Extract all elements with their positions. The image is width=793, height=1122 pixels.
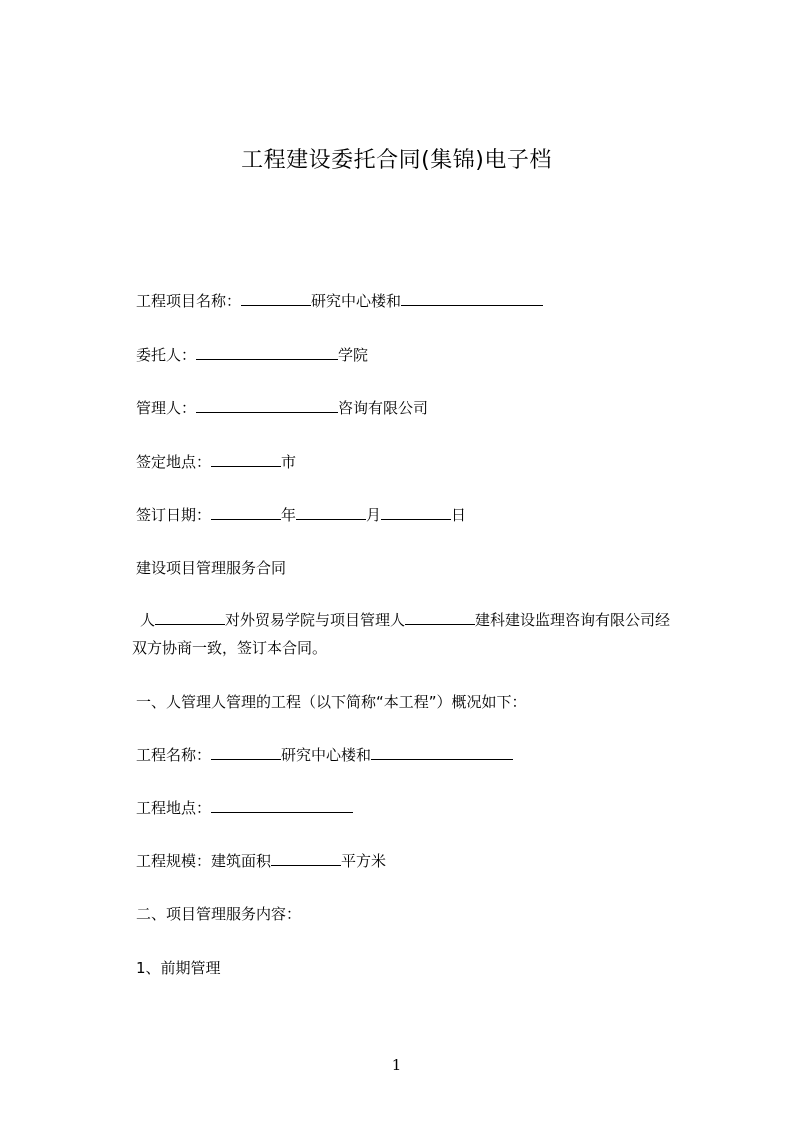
intro-paragraph: [132, 606, 706, 662]
intro-line-1: [136, 611, 670, 629]
item-1-text: 1、前期管理: [136, 959, 221, 977]
manager-line: [136, 398, 428, 418]
intro-line-2: 双方协商一致，签订本合同。: [132, 639, 328, 657]
work-name-line: [136, 745, 513, 765]
blank-underline: [405, 610, 475, 625]
blank-underline: [296, 505, 366, 520]
blank-underline: [196, 398, 338, 413]
blank-underline: [211, 798, 353, 813]
page-number: 1: [391, 1056, 402, 1074]
project-name-label: 工程项目名称：: [136, 292, 242, 310]
client-line: [136, 345, 368, 365]
sign-place-label: 签定地点：: [136, 453, 212, 471]
section-2-heading: 二、项目管理服务内容：: [136, 905, 302, 923]
section-1-heading: 一、人管理人管理的工程（以下简称“本工程”）概况如下：: [136, 693, 527, 711]
work-name-label: 工程名称：: [136, 746, 212, 764]
document-title: 工程建设委托合同(集锦)电子档: [241, 148, 552, 173]
scale-line: [136, 851, 386, 871]
manager-text: 咨询有限公司: [338, 399, 429, 417]
blank-underline: [196, 345, 338, 360]
blank-underline: [271, 851, 341, 866]
blank-underline: [211, 452, 281, 467]
blank-underline: [211, 745, 281, 760]
blank-underline: [211, 505, 281, 520]
intro-c: 建科建设监理咨询有限公司经: [475, 611, 671, 629]
sign-place-text: 市: [281, 453, 297, 471]
blank-underline: [401, 291, 543, 306]
scale-unit: 平方米: [341, 852, 387, 870]
blank-underline: [241, 291, 311, 306]
month-text: 月: [366, 506, 382, 524]
blank-underline: [381, 505, 451, 520]
work-place-line: [136, 798, 353, 818]
client-label: 委托人：: [136, 346, 197, 364]
contract-name: 建设项目管理服务合同: [136, 559, 287, 577]
blank-underline: [371, 745, 513, 760]
day-text: 日: [451, 506, 467, 524]
year-text: 年: [281, 506, 297, 524]
intro-a: 人: [140, 611, 156, 629]
intro-b: 对外贸易学院与项目管理人: [225, 611, 406, 629]
project-name-text: 研究中心楼和: [311, 292, 402, 310]
work-name-text: 研究中心楼和: [281, 746, 372, 764]
project-name-line: [136, 291, 543, 311]
sign-date-line: [136, 505, 466, 525]
sign-place-line: [136, 452, 296, 472]
work-place-label: 工程地点：: [136, 799, 212, 817]
client-text: 学院: [338, 346, 369, 364]
scale-label: 工程规模：建筑面积: [136, 852, 272, 870]
manager-label: 管理人：: [136, 399, 197, 417]
sign-date-label: 签订日期：: [136, 506, 212, 524]
blank-underline: [155, 610, 225, 625]
